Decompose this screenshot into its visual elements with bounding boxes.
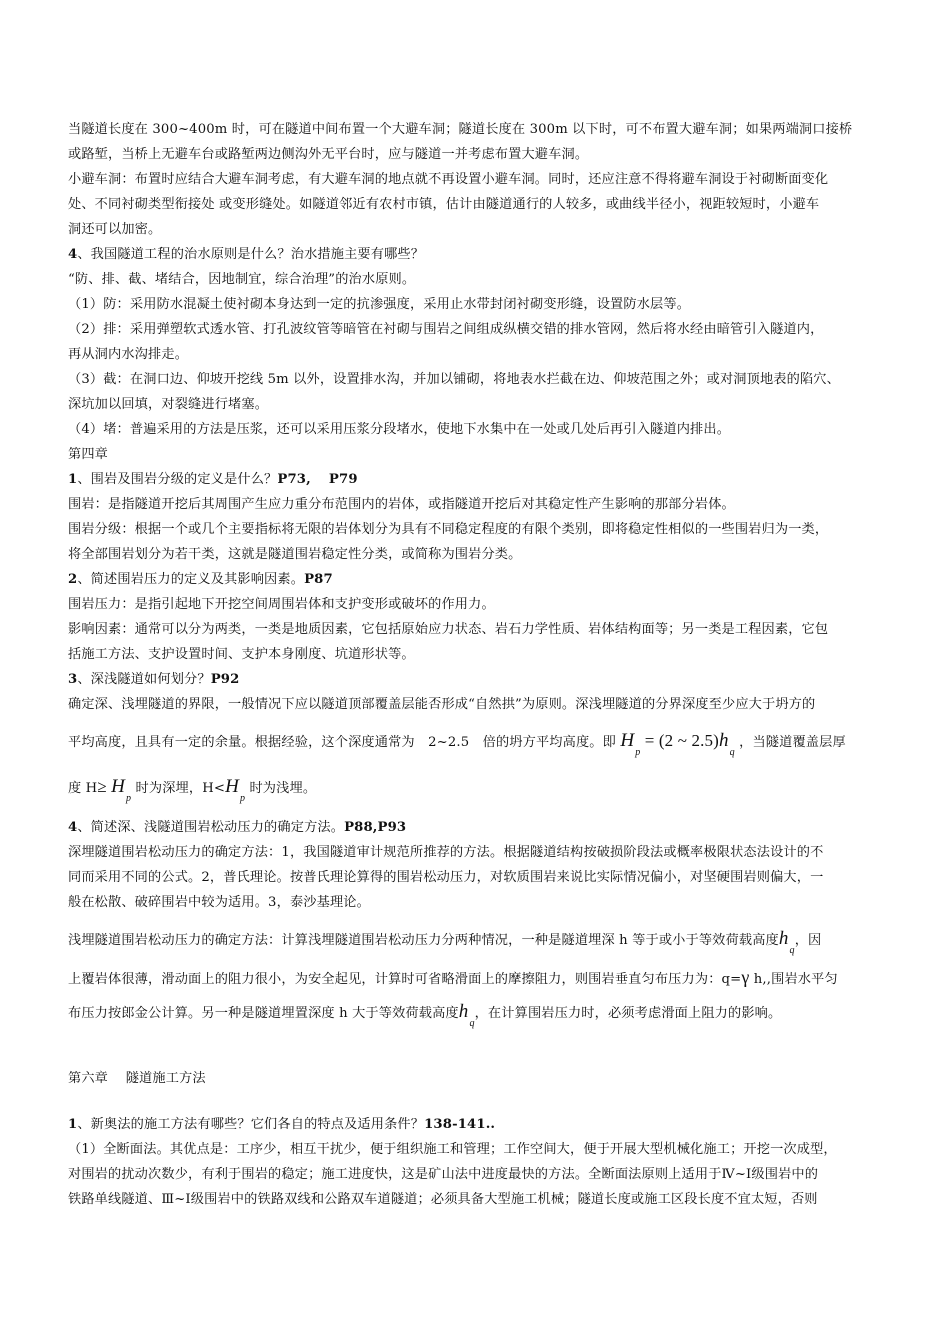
text: 将全部围岩划分为若干类，这就是隧道围岩稳定性分类，或简称为围岩分类。 (68, 547, 522, 562)
question-number: 2 (68, 572, 78, 587)
paragraph-line-with-formula (68, 967, 838, 990)
paragraph-line-with-formula (68, 928, 822, 956)
text: 平均高度，且具有一定的余量。根据经验，这个深度通常为 2~2.5 倍的坍方平均高度。即 (68, 735, 616, 750)
text: 时为浅埋。 (249, 781, 317, 796)
question-number: 1 (68, 1117, 78, 1132)
text: 时为深埋，H< (135, 781, 226, 796)
text: 第六章 隧道施工方法 (68, 1071, 206, 1086)
question-heading (68, 1115, 495, 1135)
text: h,,围岩水平匀 (749, 972, 838, 987)
text: 同而采用不同的公式。2，普氏理论。按普氏理论算得的围岩松动压力，对软质围岩来说比实际情况偏小，对坚硬围岩则偏大，一 (68, 870, 824, 885)
page-reference: P92 (210, 672, 240, 687)
formula-subscript-p: p (239, 793, 246, 804)
formula-H: H (620, 730, 635, 751)
formula-H: H (225, 776, 239, 797)
paragraph-line (68, 595, 495, 615)
paragraph-line-with-formula (68, 1001, 782, 1029)
paragraph-line (68, 220, 161, 240)
text: ，因 (794, 933, 822, 948)
formula-h: h (778, 928, 789, 949)
text: 围岩分级：根据一个或几个主要指标将无限的岩体划分为具有不同稳定程度的有限个类别，即将稳定性相似的一些围岩归为一类， (68, 522, 829, 537)
paragraph-line (68, 843, 823, 863)
question-number: 4 (68, 247, 78, 262)
question-heading (68, 670, 239, 690)
text: 再从洞内水沟排走。 (68, 347, 189, 362)
question-heading (68, 818, 406, 838)
paragraph-line (68, 345, 188, 365)
text: 浅埋隧道围岩松动压力的确定方法：计算浅埋隧道围岩松动压力分两种情况，一种是隧道埋深 h 等于或小于等效荷载高度 (68, 933, 779, 948)
paragraph-line (68, 1190, 818, 1210)
text: 铁路单线隧道、Ⅲ~Ⅰ级围岩中的铁路双线和公路双车道隧道；必须具备大型施工机械；隧道长度或施工区段长度不宜太短，否则 (68, 1192, 818, 1207)
paragraph-line (68, 320, 823, 340)
chapter-heading (68, 1069, 206, 1089)
text: 对围岩的扰动次数少，有利于围岩的稳定；施工进度快，这是矿山法中进度最快的方法。全断面法原则上适用于Ⅳ~Ⅰ级围岩中的 (68, 1167, 819, 1182)
question-text: 、简述围岩压力的定义及其影响因素。 (77, 572, 305, 587)
text: 确定深、浅埋隧道的界限，一般情况下应以隧道顶部覆盖层能否形成“自然拱”为原则。深浅埋隧道的分界深度至少应大于坍方的 (68, 697, 816, 712)
text: 度 H (68, 781, 98, 796)
text: 处、不同衬砌类型衔接处 或变形缝处。如隧道邻近有农村市镇，估计由隧道通行的人较多，或曲线半径小，视距较短时，小避车 (68, 197, 820, 212)
gamma-symbol: γ (741, 967, 750, 987)
question-text: 、我国隧道工程的治水原则是什么？治水措施主要有哪些？ (77, 247, 425, 262)
paragraph-line (68, 495, 735, 515)
question-heading (68, 470, 358, 490)
text: 深坑加以回填，对裂缝进行堵塞。 (68, 397, 269, 412)
formula-subscript-p: p (635, 747, 641, 758)
text: 般在松散、破碎围岩中较为适用。3，泰沙基理论。 (68, 895, 370, 910)
paragraph-line (68, 270, 415, 290)
text: 上覆岩体很薄，滑动面上的阻力很小，为安全起见，计算时可省略滑面上的摩擦阻力，则围岩垂直匀布压力为：q= (68, 972, 742, 987)
text: 洞还可以加密。 (68, 222, 162, 237)
paragraph-line (68, 395, 268, 415)
text: （1）全断面法。其优点是：工序少，相互干扰少，便于组织施工和管理；工作空间大，便于开展大型机械化施工；开挖一次成型， (68, 1142, 837, 1157)
formula-subscript-q: q (469, 1018, 475, 1029)
paragraph-line (68, 620, 828, 640)
text: 第四章 (68, 447, 109, 462)
text: 布压力按郎金公计算。另一种是隧道埋置深度 h 大于等效荷载高度 (68, 1006, 459, 1021)
paragraph-line (68, 145, 588, 165)
paragraph-line (68, 420, 730, 440)
text: （1）防：采用防水混凝土使衬砌本身达到一定的抗渗强度，采用止水带封闭衬砌变形缝，设置防水层等。 (68, 297, 691, 312)
paragraph-line (68, 195, 819, 215)
question-number: 1 (68, 472, 78, 487)
formula-h: h (458, 1001, 469, 1022)
text: ，当隧道覆盖层厚 (739, 735, 846, 750)
text: 围岩：是指隧道开挖后其周围产生应力重分布范围内的岩体，或指隧道开挖后对其稳定性产生影响的那部分岩体。 (68, 497, 735, 512)
question-text: 、新奥法的施工方法有哪些？它们各自的特点及适用条件？ (77, 1117, 425, 1132)
page-reference: 138-141.. (424, 1117, 496, 1132)
text: 深埋隧道围岩松动压力的确定方法：1，我国隧道审计规范所推荐的方法。根据隧道结构按破损阶段法或概率极限状态法设计的不 (68, 845, 824, 860)
formula-ratio: = (2 ~ 2.5) (644, 731, 719, 750)
paragraph-line (68, 520, 828, 540)
paragraph-line (68, 120, 852, 140)
paragraph-line (68, 170, 828, 190)
text: “防、排、截、堵结合，因地制宜，综合治理”的治水原则。 (68, 272, 416, 287)
paragraph-line (68, 695, 815, 715)
paragraph-line (68, 545, 521, 565)
formula-subscript-q: q (729, 747, 735, 758)
greater-equal-symbol: ≥ (97, 777, 107, 796)
formula-subscript-p: p (126, 793, 132, 804)
formula-h: h (718, 730, 729, 751)
text: （2）排：采用弹塑软式透水管、打孔波纹管等暗管在衬砌与围岩之间组成纵横交错的排水管网，然后将水经由暗管引入隧道内， (68, 322, 824, 337)
question-text: 、围岩及围岩分级的定义是什么？ (77, 472, 278, 487)
text: 当隧道长度在 300~400m 时，可在隧道中间布置一个大避车洞；隧道长度在 300m 以下时，可不布置大避车洞；如果两端洞口接桥 (68, 122, 853, 137)
paragraph-line-with-formula (68, 730, 846, 758)
page-reference: P88,P93 (344, 820, 407, 835)
paragraph-line (68, 893, 370, 913)
chapter-heading (68, 445, 108, 465)
formula-subscript-q: q (789, 945, 795, 956)
formula-H: H (111, 776, 126, 797)
question-number: 3 (68, 672, 78, 687)
paragraph-line (68, 868, 823, 888)
question-text: 、深浅隧道如何划分？ (77, 672, 211, 687)
question-heading (68, 245, 424, 265)
text: 影响因素：通常可以分为两类，一类是地质因素，它包括原始应力状态、岩石力学性质、岩体结构面等；另一类是工程因素，它包 (68, 622, 829, 637)
paragraph-line-with-formula (68, 776, 317, 804)
question-number: 4 (68, 820, 78, 835)
page-reference: P73, P79 (277, 472, 358, 487)
page-reference: P87 (304, 572, 333, 587)
text: 或路堑，当桥上无避车台或路堑两边侧沟外无平台时，应与隧道一并考虑布置大避车洞。 (68, 147, 589, 162)
paragraph-line (68, 295, 690, 315)
paragraph-line (68, 1140, 837, 1160)
text: 小避车洞：布置时应结合大避车洞考虑，有大避车洞的地点就不再设置小避车洞。同时，还应注意不得将避车洞设于衬砌断面变化 (68, 172, 829, 187)
question-heading (68, 570, 333, 590)
paragraph-line (68, 645, 415, 665)
text: 围岩压力：是指引起地下开挖空间周围岩体和支护变形或破坏的作用力。 (68, 597, 495, 612)
text: ，在计算围岩压力时，必须考虑滑面上阻力的影响。 (474, 1006, 782, 1021)
text: （3）截：在洞口边、仰坡开挖线 5m 以外，设置排水沟，并加以铺砌，将地表水拦截在边、仰坡范围之外；或对洞顶地表的陷穴、 (68, 372, 840, 387)
text: 括施工方法、支护设置时间、支护本身刚度、坑道形状等。 (68, 647, 415, 662)
paragraph-line (68, 370, 840, 390)
text: （4）堵：普遍采用的方法是压浆，还可以采用压浆分段堵水，使地下水集中在一处或几处后再引入隧道内排出。 (68, 422, 731, 437)
question-text: 、简述深、浅隧道围岩松动压力的确定方法。 (77, 820, 345, 835)
paragraph-line (68, 1165, 818, 1185)
